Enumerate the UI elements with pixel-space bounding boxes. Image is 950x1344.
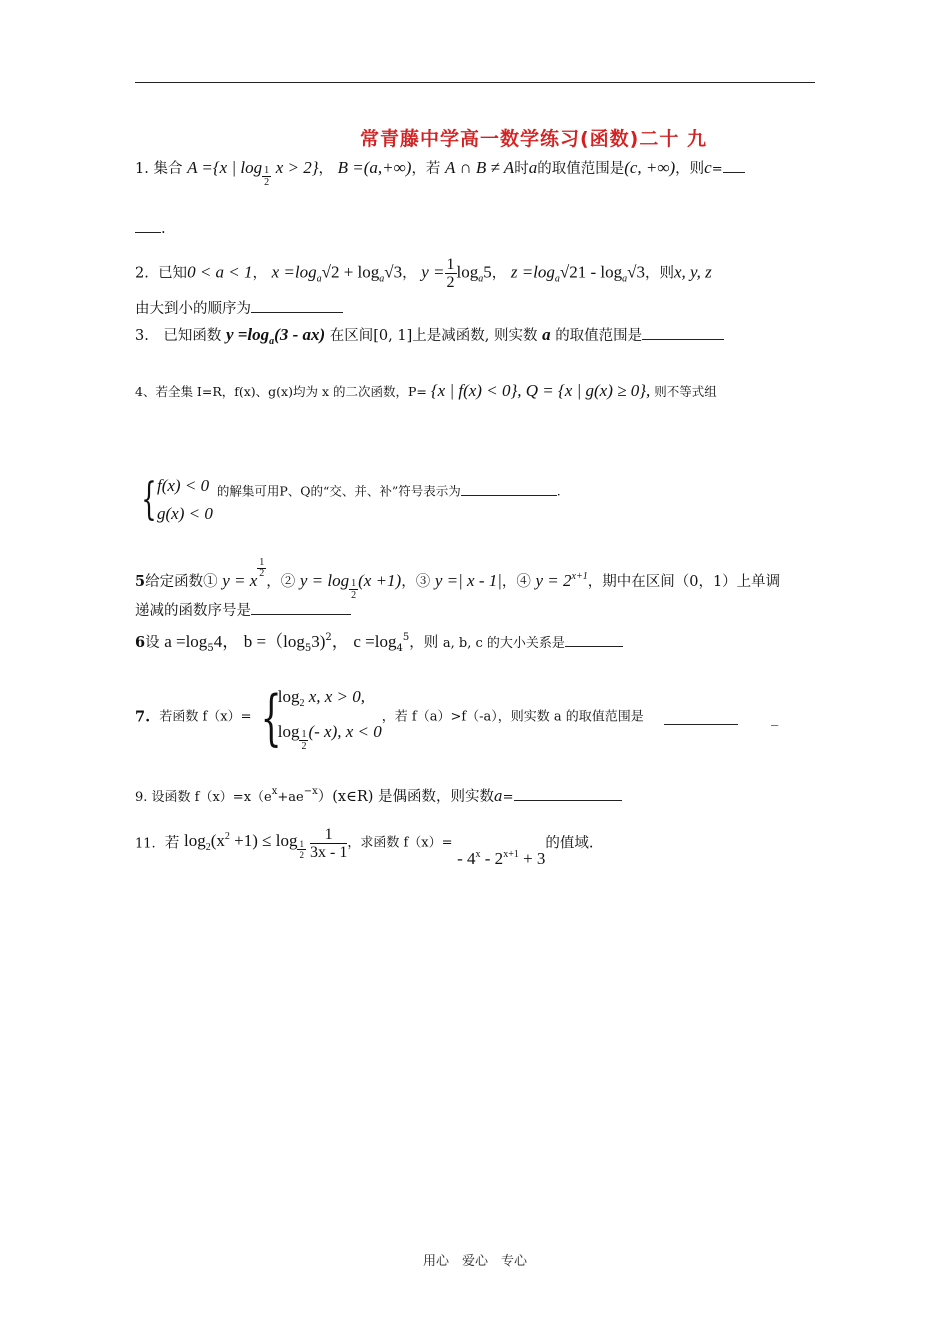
top-rule bbox=[135, 82, 815, 83]
q11-lhs-arg: (x bbox=[210, 831, 225, 850]
q1-answer-blank-cont[interactable] bbox=[135, 218, 161, 233]
q6-c-exp: 5 bbox=[402, 632, 410, 643]
q4-inequality-system bbox=[157, 472, 213, 528]
q5-text-2: ，期中在区间（0，1）上单调 bbox=[587, 574, 781, 590]
q5-text-3: 递减的函数序号是 bbox=[135, 603, 251, 619]
q2-y-log: log bbox=[456, 262, 479, 282]
q7-number: 7. bbox=[135, 708, 151, 726]
q7-text-2: ，若 f（a）>f（-a），则实数 a 的取值范围是 bbox=[381, 709, 644, 725]
question-2-line-2 bbox=[135, 298, 343, 319]
q4-answer-blank[interactable] bbox=[461, 481, 557, 496]
q4-set-q: , Q = {x | g(x) ≥ 0}, bbox=[517, 381, 651, 400]
q9-exp-1: x bbox=[271, 786, 278, 797]
q4-text-2: 则不等式组 bbox=[654, 384, 717, 399]
q11-function bbox=[457, 849, 545, 868]
q7-piecewise bbox=[278, 683, 382, 752]
q9-text: 9. 设函数 f（x）=x（e bbox=[135, 790, 272, 805]
q5-sep-2: ，③ bbox=[401, 574, 431, 590]
question-4-system bbox=[135, 472, 561, 528]
q11-text-3: 的值域. bbox=[545, 835, 594, 852]
q1-equals: = bbox=[711, 162, 723, 177]
q9-text-2: +ae bbox=[277, 790, 304, 805]
q4-text: 4、若全集 I=R，f(x)、g(x)均为 x 的二次函数，P= bbox=[135, 384, 427, 399]
q6-text-2: ，则 bbox=[409, 635, 439, 651]
question-1-line-2 bbox=[135, 218, 166, 239]
q11-rhs-3: + 3 bbox=[518, 848, 546, 868]
q5-text: 给定函数① bbox=[145, 574, 218, 590]
q11-inequality bbox=[184, 831, 306, 860]
q1-range: (c, +∞) bbox=[624, 158, 676, 177]
q5-func-3: y =| x - 1| bbox=[434, 571, 502, 590]
q2-x-end: √3 bbox=[384, 262, 403, 282]
q2-text-3: 由大到小的顺序为 bbox=[135, 301, 251, 317]
question-5-line-2 bbox=[135, 600, 351, 621]
q11-number: 11. bbox=[135, 836, 156, 852]
q1-condition: x > 2} bbox=[275, 158, 319, 177]
q1-text-2: ，若 bbox=[411, 161, 441, 177]
q6-c-expr: c =log bbox=[353, 632, 397, 651]
q1-text: 集合 bbox=[153, 161, 183, 177]
q11-fraction bbox=[310, 826, 347, 861]
q5-func-4: y = 2 bbox=[535, 571, 572, 590]
q2-text-2: ，则 bbox=[644, 265, 674, 282]
q5-sep-3: ，④ bbox=[501, 574, 531, 590]
q6-text: 设 bbox=[145, 635, 160, 651]
q2-y-expr: y = bbox=[421, 262, 445, 282]
q5-func-2-arg: (x +1) bbox=[358, 571, 402, 590]
q4-ineq-1: f(x) < 0 bbox=[157, 476, 210, 495]
q9-text-3: ）(x∈R) 是偶函数，则实数 bbox=[317, 789, 495, 805]
q5-sep-1: ，② bbox=[266, 574, 296, 590]
q2-z-end: √3 bbox=[627, 262, 645, 282]
q5-answer-blank[interactable] bbox=[251, 600, 351, 615]
q4-text-3: 的解集可用P、Q的“交、并、补”符号表示为 bbox=[216, 483, 461, 499]
question-11 bbox=[135, 826, 594, 869]
q11-rhs-exp-1: x bbox=[475, 848, 481, 860]
q7-case-1-log: log bbox=[277, 687, 300, 706]
q6-number: 6 bbox=[135, 634, 146, 651]
q1-text-4: 的取值范围是 bbox=[537, 161, 625, 177]
q7-case-1-rest: x, x > 0, bbox=[304, 687, 366, 706]
q6-b-mid: 3) bbox=[311, 632, 326, 651]
page-footer: 用心 爱心 专心 bbox=[422, 1254, 527, 1269]
q9-var-a: a bbox=[494, 789, 503, 805]
q2-y-five: 5 bbox=[483, 262, 492, 282]
q9-equals: = bbox=[502, 790, 514, 805]
q1-var-a: a bbox=[528, 158, 538, 177]
question-3: 3. 已知函数 $y =\log_a(3 - ax)$ 在区间[0, 1]上是减函数, 则实数 a 的取值范围是 bbox=[135, 325, 724, 352]
q11-text: 若 bbox=[164, 835, 180, 852]
q4-ineq-2: g(x) < 0 bbox=[157, 504, 213, 523]
q1-set-b: B =(a,+∞) bbox=[337, 158, 412, 177]
q5-func-1: y = x bbox=[222, 571, 258, 590]
q7-brace: { bbox=[260, 682, 282, 753]
q7-answer-blank[interactable] bbox=[664, 710, 738, 725]
q5-number: 5 bbox=[135, 573, 146, 590]
q1-number: 1. bbox=[135, 161, 149, 177]
q6-c-base: 4 bbox=[396, 643, 403, 654]
q1-answer-blank[interactable] bbox=[723, 158, 745, 173]
q4-period: . bbox=[556, 483, 561, 499]
q11-lhs-rest: +1) ≤ log bbox=[229, 831, 298, 850]
q11-lhs-base: 2 bbox=[205, 842, 211, 853]
q11-text-2: ，求函数 f（x）= bbox=[347, 835, 453, 851]
q9-answer-blank[interactable] bbox=[514, 786, 622, 801]
q5-exp-half: $\frac{1}{2}$ bbox=[259, 557, 265, 579]
q3-var-a: a bbox=[542, 325, 551, 344]
q3-text-2: 在区间[0, 1]上是减函数, 则实数 bbox=[329, 328, 538, 344]
question-9 bbox=[135, 782, 622, 808]
q1-text-3: 时 bbox=[514, 161, 529, 177]
q11-denominator: 3x - 1 bbox=[309, 844, 348, 861]
q2-x-mid: √2 + log bbox=[321, 262, 380, 282]
q2-x-expr: x =log bbox=[271, 262, 317, 282]
q7-text: 若函数 f（x）= bbox=[159, 709, 252, 725]
q2-condition: 0 < a < 1 bbox=[187, 262, 253, 282]
question-1: 1. 集合 A ={x | log $\frac{1}{2}$ x > 2}， B =(a,+∞)，若 A ∩ B ≠ A时a的取值范围是(c, +∞)，则c= bbox=[135, 158, 745, 188]
q6-b-base: 5 bbox=[304, 643, 312, 654]
q3-function: y =log bbox=[225, 325, 270, 344]
q7-case-2-base: $\frac{1}{2}$ bbox=[301, 729, 307, 752]
q9-exp-2: −x bbox=[303, 786, 318, 797]
q11-rhs-2: - 2 bbox=[480, 848, 504, 868]
q5-func-4-exp: x+1 bbox=[571, 571, 588, 582]
q4-set-p: {x | f(x) < 0} bbox=[430, 381, 518, 400]
q11-rhs-exp-2: x+1 bbox=[503, 848, 519, 860]
q5-log-base: $\frac{1}{2}$ bbox=[351, 578, 357, 601]
q6-text-3: a, b, c 的大小关系是 bbox=[442, 636, 565, 651]
q11-numerator: 1 bbox=[310, 826, 347, 844]
q11-rhs-1: - 4 bbox=[457, 848, 476, 868]
q2-z-mid: √21 - log bbox=[559, 262, 623, 282]
q6-a-base: 5 bbox=[207, 643, 214, 654]
q11-lhs-exp: 2 bbox=[224, 831, 230, 842]
q7-case-2 bbox=[278, 718, 382, 752]
q11-log-base: $\frac{1}{2}$ bbox=[299, 839, 304, 860]
q3-arg: (3 - ax) bbox=[274, 325, 326, 344]
q7-dash: _ bbox=[771, 709, 779, 726]
q1-var-c: c bbox=[704, 158, 712, 177]
question-4 bbox=[135, 381, 717, 402]
q1-text-5: ，则 bbox=[675, 161, 705, 177]
question-2: 2. 已知0 < a < 1， $x =\log_a√2 + \log_a√3$， y = $\frac{1}{2}$ $\log_a5$， $z =\log_a√21 - \log_a√3$，则x, y, z bbox=[135, 256, 712, 291]
q1-period: . bbox=[161, 221, 166, 237]
q6-b-end: ， bbox=[331, 632, 349, 651]
q1-set-a: A ={x | log bbox=[187, 158, 263, 177]
q6-a-expr: a =log bbox=[164, 632, 208, 651]
question-6 bbox=[135, 628, 623, 659]
q2-z-expr: z =log bbox=[510, 262, 555, 282]
q6-b-expr: b =（log bbox=[243, 632, 305, 651]
q11-lhs-log: log bbox=[184, 831, 206, 850]
q7-case-2-log: log bbox=[277, 722, 300, 741]
q7-case-1 bbox=[278, 683, 382, 718]
q2-number: 2. bbox=[135, 265, 149, 282]
q6-b-exp: 2 bbox=[325, 632, 332, 643]
q5-func-2: y = log bbox=[299, 571, 350, 590]
q7-case-2-rest: (- x), x < 0 bbox=[308, 722, 382, 741]
q6-a-end: 4， bbox=[213, 632, 240, 651]
q2-text: 已知 bbox=[158, 265, 188, 282]
q6-answer-blank[interactable] bbox=[565, 632, 623, 647]
q3-text: 3. 已知函数 bbox=[135, 328, 222, 344]
q1-log-base: $\frac{1}{2}$ bbox=[264, 165, 270, 188]
q7-case-1-base: 2 bbox=[299, 698, 305, 709]
q1-relation: A ∩ B ≠ A bbox=[445, 158, 515, 177]
q3-answer-blank[interactable] bbox=[642, 325, 724, 340]
q2-answer-blank[interactable] bbox=[251, 298, 343, 313]
page-title: 常青藤中学高一数学练习(函数)二十 九 bbox=[360, 128, 707, 150]
q3-text-3: 的取值范围是 bbox=[555, 328, 643, 344]
q2-vars: x, y, z bbox=[673, 262, 712, 282]
question-5 bbox=[135, 558, 780, 601]
q2-half-fraction: $\frac{1}{2}$ bbox=[446, 256, 455, 291]
q4-brace: { bbox=[141, 474, 157, 525]
question-7 bbox=[135, 683, 778, 752]
